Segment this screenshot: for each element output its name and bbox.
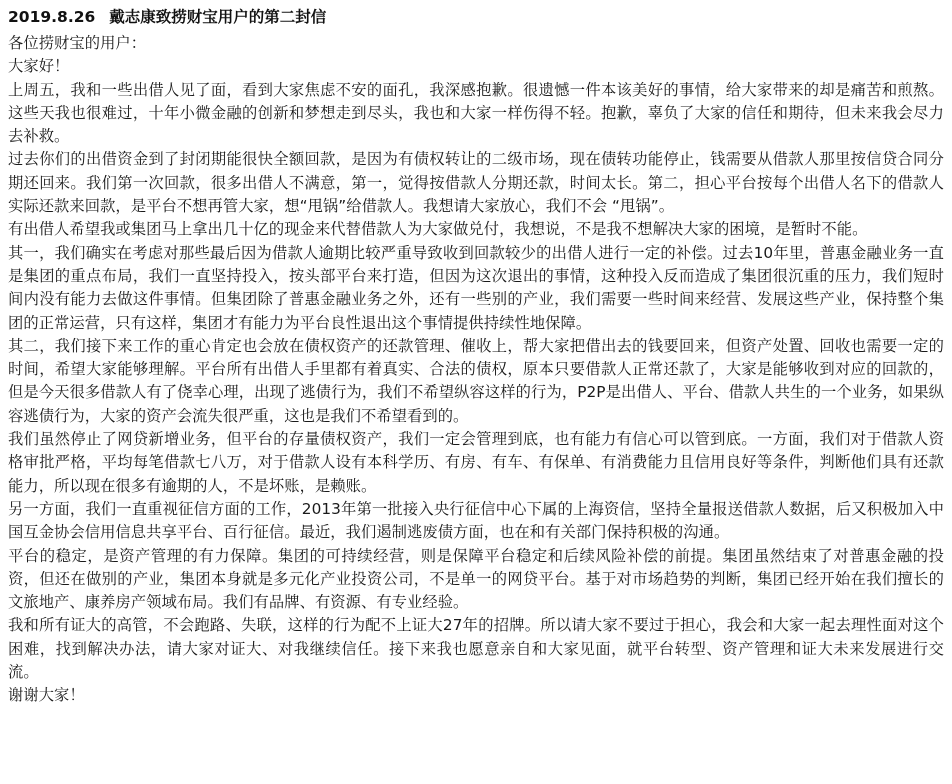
paragraph-commitment: 我和所有证大的高管，不会跑路、失联，这样的行为配不上证大27年的招牌。所以请大家不要过于担心，我会和大家一起去理性面对这个困难，找到解决办法，请大家对证大、对我继续信任。接下来我也愿意亲自和大家见面，就平台转型、资产管理和证大未来发展进行交流。 <box>8 616 944 682</box>
paragraph-point-one: 其一，我们确实在考虑对那些最后因为借款人逾期比较严重导致收到回款较少的出借人进行一定的补偿。过去10年里，普惠金融业务一直是集团的重点布局，我们一直坚持投入，按头部平台来打造，但因为这次退出的事情，这种投入反而造成了集团很沉重的压力，我们短时间内没有能力去做这件事情。但集团除了普惠金融业务之外，还有一些别的产业，我们需要一些时间来经营、发展这些产业，保持整个集团的正常运营，只有这样，集团才有能力为平台良性退出这个事情提供持续性地保障。 <box>8 243 944 332</box>
greeting: 大家好！ <box>8 57 70 76</box>
letter-title <box>8 0 944 32</box>
paragraph-group-stability: 平台的稳定，是资产管理的有力保障。集团的可持续经营，则是保障平台稳定和后续风险补偿的前提。集团虽然结束了对普惠金融的投资，但还在做别的产业，集团本身就是多元化产业投资公司，不是单一的网贷平台。基于对市场趋势的判断，集团已经开始在我们擅长的文旅地产、康养房产领域布局。我们有品牌、有资源、有专业经验。 <box>8 546 944 612</box>
letter-document <box>8 0 944 708</box>
letter-body <box>8 32 944 708</box>
paragraph-credit-reporting: 另一方面，我们一直重视征信方面的工作，2013年第一批接入央行征信中心下属的上海资信，坚持全量报送借款人数据，后又积极加入中国互金协会信用信息共享平台、百行征信。最近，我们遏制逃废债方面，也在和有关部门保持积极的沟通。 <box>8 499 944 542</box>
salutation: 各位捞财宝的用户： <box>8 34 147 52</box>
closing: 谢谢大家！ <box>8 686 85 705</box>
paragraph-point-two: 其二，我们接下来工作的重心肯定也会放在债权资产的还款管理、催收上，帮大家把借出去的钱要回来，但资产处置、回收也需要一定的时间，希望大家能够理解。平台所有出借人手里都有着真实、合法的债权，原本只要借款人正常还款了，大家是能够收到对应的回款的，但是今天很多借款人有了侥幸心理，出现了逃债行为，我们不希望纵容这样的行为，P2P是出借人、平台、借款人共生的一个业务，如果纵容逃债行为，大家的资产会流失很严重，这也是我们不希望看到的。 <box>8 336 944 425</box>
paragraph-repayment: 过去你们的出借资金到了封闭期能很快全额回款，是因为有债权转让的二级市场，现在债转功能停止，钱需要从借款人那里按信贷合同分期还回来。我们第一次回款，很多出借人不满意，第一，觉得按借款人分期还款，时间太长。第二，担心平台按每个出借人名下的借款人实际还款来回款，是平台不想再管大家，想“甩锅”给借款人。我想请大家放心，我们不会 “甩锅”。 <box>8 150 944 216</box>
paragraph-existing-assets: 我们虽然停止了网贷新增业务，但平台的存量债权资产，我们一定会管理到底，也有能力有信心可以管到底。一方面，我们对于借款人资格审批严格，平均每笔借款七八万，对于借款人设有本科学历、有房、有车、有保单、有消费能力且信用良好等条件，判断他们具有还款能力，所以现在很多有逾期的人，不是坏账，是赖账。 <box>8 430 944 495</box>
paragraph-cash-request: 有出借人希望我或集团马上拿出几十亿的现金来代替借款人为大家做兑付，我想说，不是我不想解决大家的困境，是暂时不能。 <box>8 220 868 239</box>
paragraph-apology: 上周五，我和一些出借人见了面，看到大家焦虑不安的面孔，我深感抱歉。很遗憾一件本该美好的事情，给大家带来的却是痛苦和煎熬。这些天我也很难过，十年小微金融的创新和梦想走到尽头，我也和大家一样伤得不轻。抱歉，辜负了大家的信任和期待，但未来我会尽力去补救。 <box>8 80 944 146</box>
letter-title-text: 戴志康致捞财宝用户的第二封信 <box>109 8 327 26</box>
letter-date: 2019.8.26 <box>8 8 96 26</box>
